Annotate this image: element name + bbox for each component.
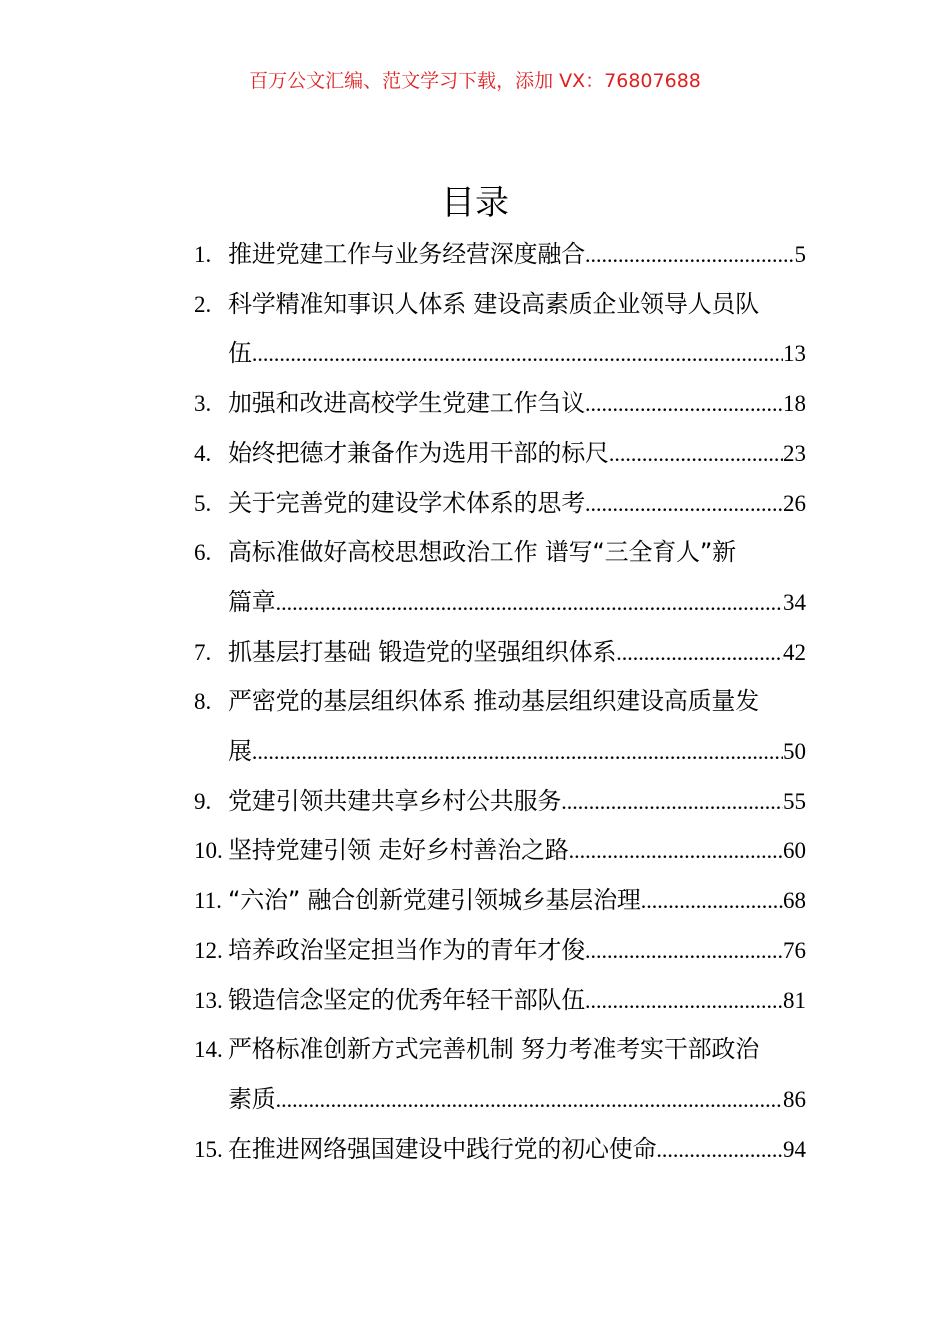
toc-dot-leader bbox=[585, 479, 783, 529]
toc-dot-leader bbox=[252, 329, 783, 379]
toc-entry-title: 党建引领共建共享乡村公共服务 bbox=[228, 786, 562, 815]
toc-entry-line bbox=[194, 429, 806, 479]
toc-page-number: 34 bbox=[783, 589, 806, 615]
toc-entry-number: 7. bbox=[194, 639, 212, 665]
toc-dot-leader bbox=[585, 379, 783, 429]
toc-entry[interactable] bbox=[194, 429, 806, 479]
toc-entry-number: 5. bbox=[194, 490, 212, 516]
toc-entry[interactable] bbox=[194, 1125, 806, 1175]
toc-entry-line bbox=[194, 578, 806, 628]
toc-entry-line bbox=[194, 777, 806, 827]
toc-entry[interactable] bbox=[194, 826, 806, 876]
toc-entry-number: 9. bbox=[194, 788, 212, 814]
toc-page-number: 76 bbox=[783, 937, 806, 963]
toc-entry-title: 关于完善党的建设学术体系的思考 bbox=[228, 488, 585, 517]
toc-entry-number: 15. bbox=[194, 1136, 223, 1162]
toc-entry-title: 在推进网络强国建设中践行党的初心使命 bbox=[228, 1134, 657, 1163]
toc-entry-line bbox=[194, 280, 806, 330]
toc-entry[interactable] bbox=[194, 379, 806, 429]
table-of-contents bbox=[194, 230, 806, 1174]
toc-entry[interactable] bbox=[194, 926, 806, 976]
toc-dot-leader bbox=[585, 926, 783, 976]
toc-dot-leader bbox=[585, 976, 783, 1026]
toc-dot-leader bbox=[561, 777, 783, 827]
toc-entry[interactable] bbox=[194, 628, 806, 678]
toc-entry-title: 培养政治坚定担当作为的青年才俊 bbox=[228, 935, 585, 964]
toc-entry[interactable] bbox=[194, 777, 806, 827]
toc-page-number: 86 bbox=[783, 1086, 806, 1112]
toc-entry-line bbox=[194, 926, 806, 976]
toc-entry-line bbox=[194, 379, 806, 429]
toc-page-number: 42 bbox=[783, 639, 806, 665]
toc-entry-line bbox=[194, 1025, 806, 1075]
toc-entry-line bbox=[194, 1075, 806, 1125]
header-watermark-text: 百万公文汇编、范文学习下载，添加 VX：76807688 bbox=[249, 70, 701, 92]
toc-entry[interactable] bbox=[194, 677, 806, 776]
toc-dot-leader bbox=[641, 876, 783, 926]
toc-page-number: 26 bbox=[783, 490, 806, 516]
toc-entry-line bbox=[194, 976, 806, 1026]
toc-entry-title: 科学精准知事识人体系 建设高素质企业领导人员队 bbox=[228, 289, 760, 318]
toc-dot-leader bbox=[609, 429, 783, 479]
toc-title: 目录 bbox=[441, 183, 509, 223]
toc-entry-title: 锻造信念坚定的优秀年轻干部队伍 bbox=[228, 985, 585, 1014]
toc-page-number: 23 bbox=[783, 440, 806, 466]
toc-entry-number: 11. bbox=[194, 888, 222, 914]
toc-entry-line bbox=[194, 1125, 806, 1175]
toc-entry-number: 3. bbox=[194, 391, 212, 417]
toc-entry-line bbox=[194, 677, 806, 727]
toc-dot-leader bbox=[616, 628, 783, 678]
toc-entry-title: 素质 bbox=[228, 1084, 276, 1113]
toc-entry-number: 14. bbox=[194, 1037, 223, 1063]
toc-dot-leader bbox=[569, 826, 783, 876]
toc-entry-title: 坚持党建引领 走好乡村善治之路 bbox=[228, 836, 569, 865]
toc-entry-number: 1. bbox=[194, 242, 212, 267]
toc-page-number: 60 bbox=[783, 838, 806, 864]
toc-page-number: 81 bbox=[783, 987, 806, 1013]
toc-dot-leader bbox=[656, 1125, 783, 1175]
toc-entry-number: 13. bbox=[194, 987, 223, 1013]
toc-entry-line bbox=[194, 230, 806, 280]
toc-entry-line bbox=[194, 628, 806, 678]
toc-entry-title: 推进党建工作与业务经营深度融合 bbox=[228, 240, 585, 268]
toc-entry-title: 展 bbox=[228, 737, 252, 766]
toc-page-number: 68 bbox=[783, 888, 806, 914]
toc-entry-number: 10. bbox=[194, 838, 223, 864]
toc-entry-title: 始终把德才兼备作为选用干部的标尺 bbox=[228, 438, 609, 467]
toc-entry-title: 篇章 bbox=[228, 587, 276, 616]
toc-page-number: 55 bbox=[783, 788, 806, 814]
toc-entry[interactable] bbox=[194, 479, 806, 529]
toc-entry-title: 严格标准创新方式完善机制 努力考准考实干部政治 bbox=[228, 1035, 760, 1064]
toc-entry-number: 8. bbox=[194, 689, 212, 715]
toc-entry[interactable] bbox=[194, 280, 806, 379]
toc-page-number: 18 bbox=[783, 391, 806, 417]
toc-entry[interactable] bbox=[194, 230, 806, 280]
toc-entry-line bbox=[194, 528, 806, 578]
toc-entry-line bbox=[194, 329, 806, 379]
toc-entry-line bbox=[194, 826, 806, 876]
toc-entry-title: “六治” 融合创新党建引领城乡基层治理 bbox=[228, 886, 641, 915]
toc-entry-line bbox=[194, 876, 806, 926]
toc-entry[interactable] bbox=[194, 976, 806, 1026]
toc-dot-leader bbox=[276, 578, 783, 628]
toc-entry-number: 6. bbox=[194, 540, 212, 566]
toc-entry[interactable] bbox=[194, 1025, 806, 1124]
toc-entry-line bbox=[194, 727, 806, 777]
toc-entry-title: 抓基层打基础 锻造党的坚强组织体系 bbox=[228, 637, 617, 666]
toc-entry-title: 伍 bbox=[228, 339, 252, 368]
toc-entry-number: 12. bbox=[194, 937, 223, 963]
toc-page-number: 50 bbox=[783, 739, 806, 765]
toc-entry[interactable] bbox=[194, 876, 806, 926]
toc-dot-leader bbox=[585, 230, 795, 280]
toc-dot-leader bbox=[252, 727, 783, 777]
toc-entry-title: 严密党的基层组织体系 推动基层组织建设高质量发 bbox=[228, 687, 760, 716]
toc-page-number: 13 bbox=[783, 341, 806, 367]
toc-page-number: 5 bbox=[794, 242, 806, 267]
toc-entry[interactable] bbox=[194, 528, 806, 627]
toc-entry-line bbox=[194, 479, 806, 529]
toc-entry-number: 4. bbox=[194, 440, 212, 466]
toc-page-number: 94 bbox=[783, 1136, 806, 1162]
toc-entry-title: 高标准做好高校思想政治工作 谱写“三全育人”新 bbox=[228, 538, 736, 567]
toc-entry-title: 加强和改进高校学生党建工作刍议 bbox=[228, 389, 585, 418]
toc-entry-number: 2. bbox=[194, 291, 212, 317]
toc-dot-leader bbox=[276, 1075, 783, 1125]
